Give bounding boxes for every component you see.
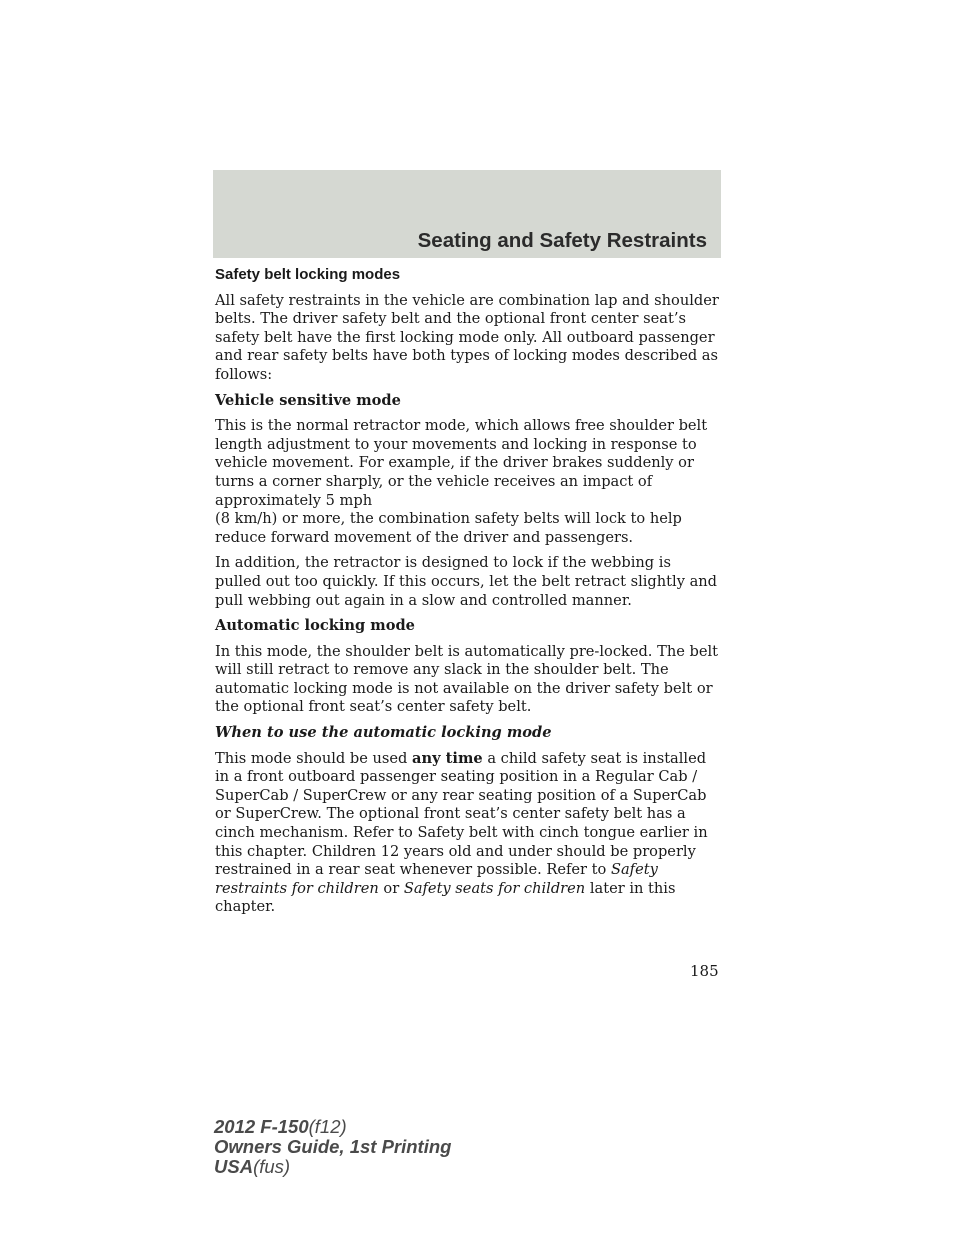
heading-automatic-locking-mode: Automatic locking mode (215, 617, 415, 635)
heading-when-to-use: When to use the automatic locking mode (215, 724, 552, 742)
section-header-band (213, 170, 721, 258)
text-later-in-chapter: later in this chapter. (215, 879, 676, 916)
footer-model-code: (f12) (308, 1116, 347, 1137)
footer-guide: Owners Guide, 1st Printing (214, 1136, 452, 1157)
link-safety-restraints-for-children: Safety restraints for children (215, 861, 658, 897)
paragraph-retractor-lock: In addition, the retractor is designed to lock if the webbing is pulled out too quickly. If this occurs, let the belt retract slightly and pull webbing out again in a slow and controlled manner. (215, 554, 718, 609)
footer-line-model (214, 1117, 451, 1137)
text-any-time: any time (412, 749, 483, 767)
paragraph-vehicle-sensitive (215, 417, 721, 510)
paragraph-intro: All safety restraints in the vehicle are combination lap and shoulder belts. The driver safety belt and the optional front center seat’s safety belt have the first locking mode only. All outboard passenger and rear safety belts have both types of locking modes described as follows: (215, 291, 719, 383)
text-child-seat-installed: a child safety seat is installed in a front outboard passenger seating position in a Regular Cab / SuperCab / SuperCrew or any rear seating position of a SuperCab or SuperCrew. The optional front seat’s center safety belt has a cinch mechanism. Refer to Safety belt with cinch tongue earlier in this chapter. Children 12 years old and under should be properly restrained in a rear seat whenever possible. Refer to (215, 749, 708, 879)
link-safety-seats-for-children: Safety seats for children (403, 879, 586, 897)
page-content (215, 266, 721, 924)
document-footer (214, 1117, 451, 1177)
paragraph-vehicle-sensitive-part1: This is the normal retractor mode, which allows free shoulder belt length adjustment to your movements and locking in response to vehicle movement. For example, if the driver brakes suddenly or turns a corner sharply, or the vehicle receives an impact of approximately 5 mph (215, 417, 708, 509)
section-title: Seating and Safety Restraints (417, 229, 707, 252)
paragraph-when-to-use (215, 750, 721, 917)
page-number: 185 (690, 962, 719, 980)
paragraph-vehicle-sensitive-cont: (8 km/h) or more, the combination safety belts will lock to help reduce forward movement of the driver and passengers. (215, 510, 682, 546)
footer-line-guide (214, 1137, 451, 1157)
paragraph-automatic-locking: In this mode, the shoulder belt is automatically pre-locked. The belt will still retract to remove any slack in the shoulder belt. The automatic locking mode is not available on the driver safety belt or the optional front seat’s center safety belt. (215, 642, 719, 716)
heading-vehicle-sensitive-mode: Vehicle sensitive mode (215, 391, 401, 409)
text-or: or (383, 879, 400, 897)
footer-line-market (214, 1157, 451, 1177)
footer-market-code: (fus) (253, 1156, 291, 1177)
footer-market: USA (214, 1156, 254, 1177)
heading-safety-belt-locking-modes: Safety belt locking modes (215, 266, 401, 283)
footer-model: 2012 F-150 (214, 1116, 309, 1137)
text-mode-used: This mode should be used (215, 749, 408, 767)
